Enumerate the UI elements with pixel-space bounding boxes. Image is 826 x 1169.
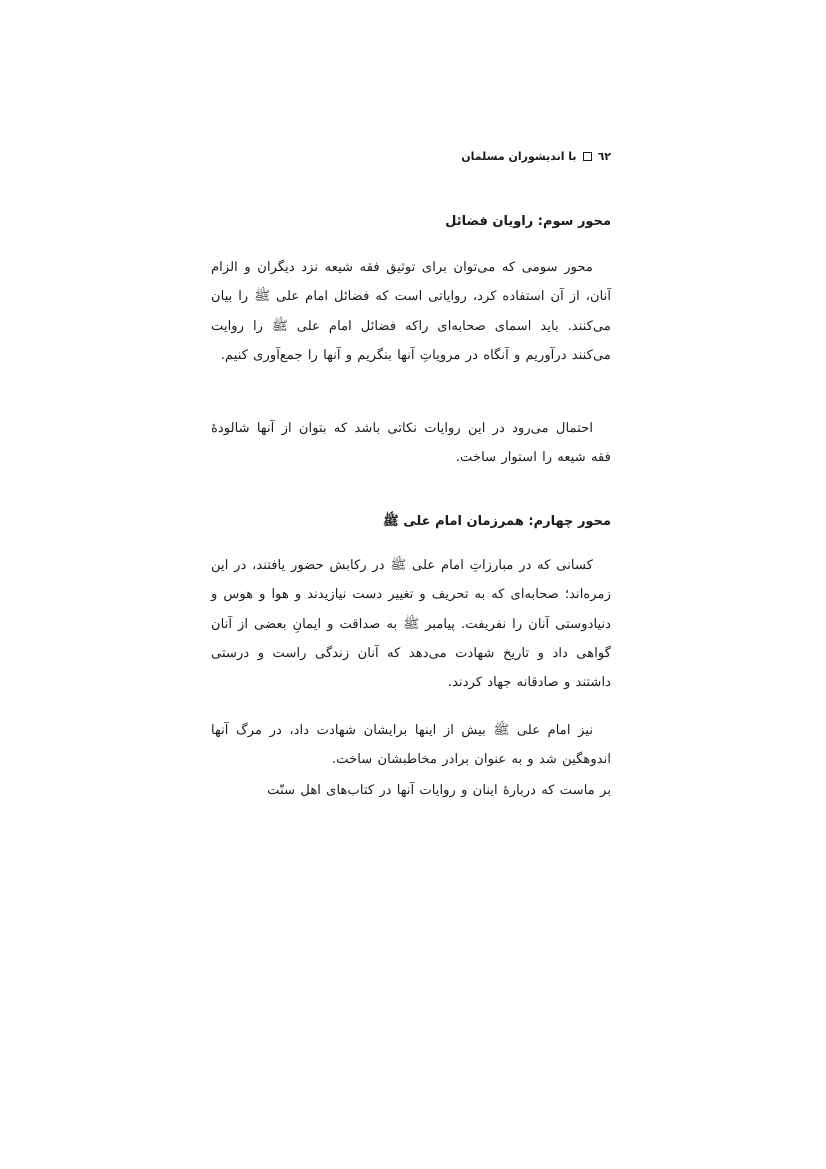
square-bullet-icon bbox=[583, 152, 592, 161]
paragraph-3-2: احتمال می‌رود در این روایات نکاتی باشد که بتوان از آنها شالودهٔ فقه شیعه را استوار ساخت. bbox=[211, 421, 611, 466]
document-page bbox=[211, 0, 611, 1169]
paragraph-4-2: نیز امام علی ﷺ بیش از اینها برایشان شهادت داد، در مرگ آنها اندوهگین شد و به عنوان برادر مخاطبشان ساخت. bbox=[211, 723, 611, 768]
paragraph-4-1: کسانی که در مبارزاتِ امام علی ﷺ در رکابش حضور یافتند، در این زمره‌اند؛ صحابه‌ای که به تحریف و تغییر دست نیازیدند و هوا و هوس و دنیادوستی آنان را نفریفت. پیامبر ﷺ به صداقت و ایمانِ بعضی از آنان گواهی داد و تاریخ شهادت می‌دهد که آنان زندگی راست و درستی داشتند و صادقانه جهاد کردند. bbox=[211, 558, 611, 691]
paragraph-3-1: محور سومی که می‌توان برای توثیق فقه شیعه نزد دیگران و الزام آنان، از آن استفاده کرد، روایاتی است که فضائل امام علی ﷺ را بیان می‌کنند. باید اسمای صحابه‌ای راکه فضائل امام علی ﷺ را روایت می‌کنند درآوریم و آنگاه در مرویاتِ آنها بنگریم و آنها را جمع‌آوری کنیم. bbox=[211, 260, 611, 363]
paragraph-4-3: بر ماست که دربارهٔ اینان و روایات آنها در کتاب‌های اهل سنّت bbox=[267, 783, 611, 798]
book-title: با اندیشوران مسلمان bbox=[461, 149, 577, 163]
section-heading-3: محور سوم: راویان فضائل bbox=[445, 214, 611, 229]
section-heading-4: محور چهارم: همرزمان امام علی ﷺ bbox=[382, 514, 611, 529]
running-header bbox=[211, 146, 611, 166]
page-number: ٦٢ bbox=[597, 149, 611, 163]
